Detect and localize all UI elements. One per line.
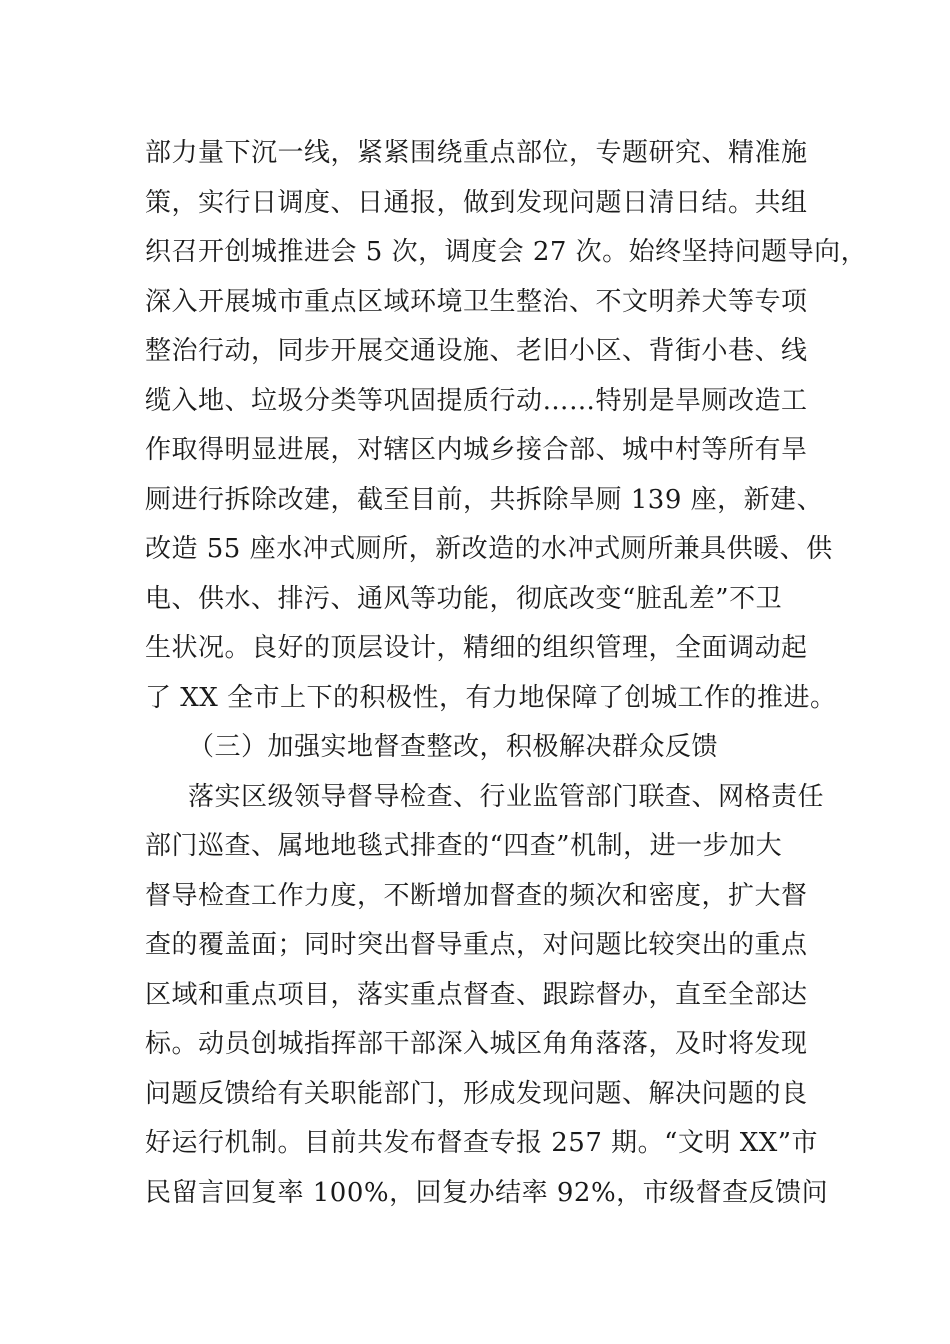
text-line: 部门巡查、属地地毯式排查的“四查”机制，进一步加大 bbox=[145, 831, 783, 861]
text-line: 电、供水、排污、通风等功能，彻底改变“脏乱差”不卫 bbox=[145, 584, 783, 614]
text-line: 了 XX 全市上下的积极性，有力地保障了创城工作的推进。 bbox=[145, 683, 837, 713]
text-line: 深入开展城市重点区域环境卫生整治、不文明养犬等专项 bbox=[145, 287, 808, 317]
text-line: 好运行机制。目前共发布督查专报 257 期。“文明 XX”市 bbox=[145, 1128, 819, 1158]
text-line: 民留言回复率 100%，回复办结率 92%，市级督查反馈问 bbox=[145, 1178, 829, 1208]
text-line: 改造 55 座水冲式厕所，新改造的水冲式厕所兼具供暖、供 bbox=[145, 534, 833, 564]
text-line: 问题反馈给有关职能部门，形成发现问题、解决问题的良 bbox=[145, 1079, 808, 1109]
text-line: 厕进行拆除改建，截至目前，共拆除旱厕 139 座，新建、 bbox=[145, 485, 824, 515]
text-line: 整治行动，同步开展交通设施、老旧小区、背街小巷、线 bbox=[145, 336, 808, 366]
text-line: 查的覆盖面；同时突出督导重点，对问题比较突出的重点 bbox=[145, 930, 808, 960]
text-line: 作取得明显进展，对辖区内城乡接合部、城中村等所有旱 bbox=[145, 435, 808, 465]
paragraph-first-line: 落实区级领导督导检查、行业监管部门联查、网格责任 bbox=[188, 782, 825, 812]
text-line: 生状况。良好的顶层设计，精细的组织管理，全面调动起 bbox=[145, 633, 808, 663]
text-line: 部力量下沉一线，紧紧围绕重点部位，专题研究、精准施 bbox=[145, 138, 808, 168]
section-heading: （三）加强实地督查整改，积极解决群众反馈 bbox=[188, 732, 719, 762]
text-line: 标。动员创城指挥部干部深入城区角角落落，及时将发现 bbox=[145, 1029, 808, 1059]
text-line: 策，实行日调度、日通报，做到发现问题日清日结。共组 bbox=[145, 188, 808, 218]
text-line: 督导检查工作力度，不断增加督查的频次和密度，扩大督 bbox=[145, 881, 808, 911]
text-line: 缆入地、垃圾分类等巩固提质行动……特别是旱厕改造工 bbox=[145, 386, 808, 416]
text-line: 区域和重点项目，落实重点督查、跟踪督办，直至全部达 bbox=[145, 980, 808, 1010]
text-line: 织召开创城推进会 5 次，调度会 27 次。始终坚持问题导向， bbox=[145, 237, 868, 267]
